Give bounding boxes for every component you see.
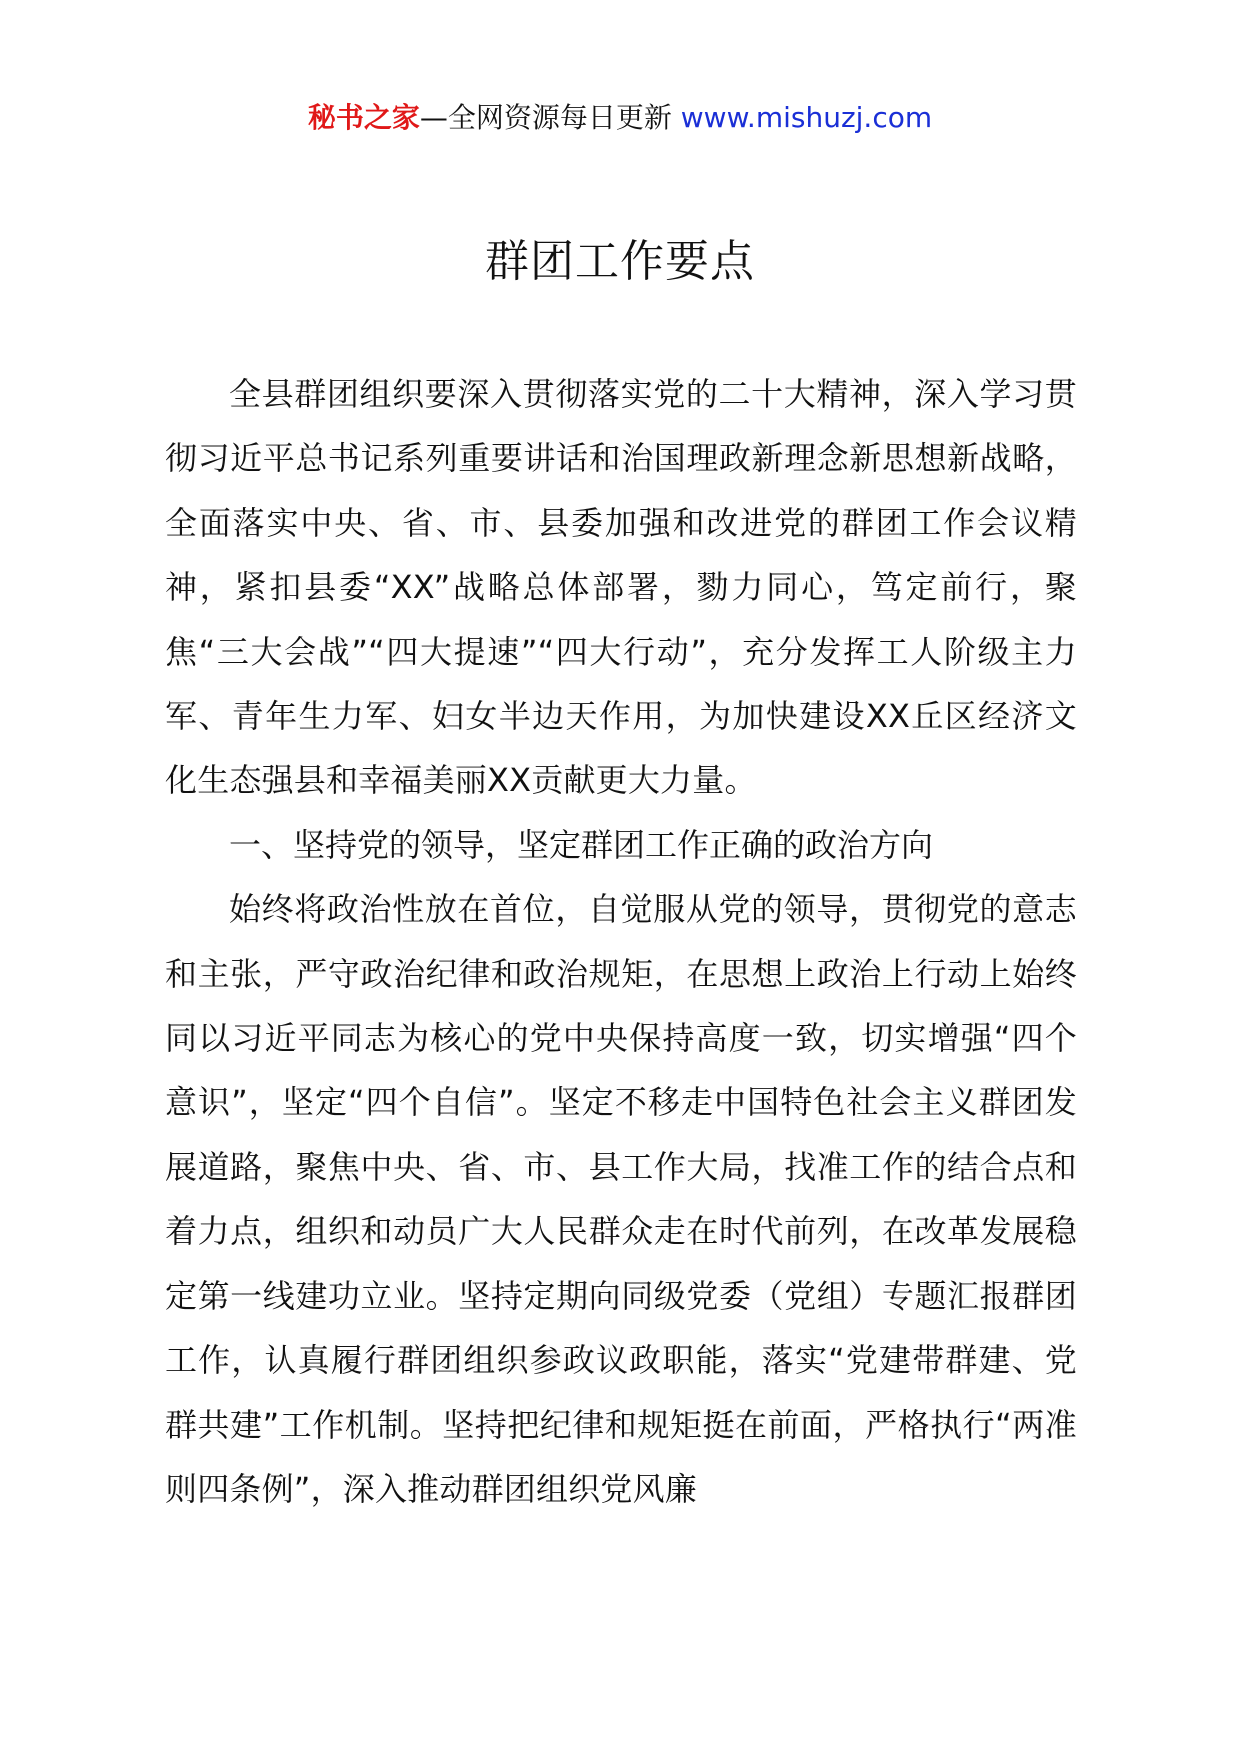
site-tagline: —全网资源每日更新 [419,101,681,134]
section-1-paragraph: 始终将政治性放在首位，自觉服从党的领导，贯彻党的意志和主张，严守政治纪律和政治规矩，在思想上政治上行动上始终同以习近平同志为核心的党中央保持高度一致，切实增强“四个意识”，坚定“四个自信”。坚定不移走中国特色社会主义群团发展道路，聚焦中央、省、市、县工作大局，找准工作的结合点和着力点，组织和动员广大人民群众走在时代前列，在改革发展稳定第一线建功立业。坚持定期向同级党委（党组）专题汇报群团工作，认真履行群团组织参政议政职能，落实“党建带群建、党群共建”工作机制。坚持把纪律和规矩挺在前面，严格执行“两准则四条例”，深入推动群团组织党风廉 [165,890,1077,1508]
intro-paragraph: 全县群团组织要深入贯彻落实党的二十大精神，深入学习贯彻习近平总书记系列重要讲话和治国理政新理念新思想新战略，全面落实中央、省、市、县委加强和改进党的群团工作会议精神，紧扣县委“XX”战略总体部署，勠力同心，笃定前行，聚焦“三大会战”“四大提速”“四大行动”，充分发挥工人阶级主力军、青年生力军、妇女半边天作用，为加快建设XX丘区经济文化生态强县和幸福美丽XX贡献更大力量。 [165,375,1077,800]
site-url-link[interactable]: www.mishuzj.com [680,101,933,134]
site-brand: 秘书之家 [307,101,420,134]
section-1-heading: 一、坚持党的领导，坚定群团工作正确的政治方向 [229,825,934,864]
document-title: 群团工作要点 [485,236,755,287]
document-body [165,362,1077,1521]
site-header [0,98,1240,138]
